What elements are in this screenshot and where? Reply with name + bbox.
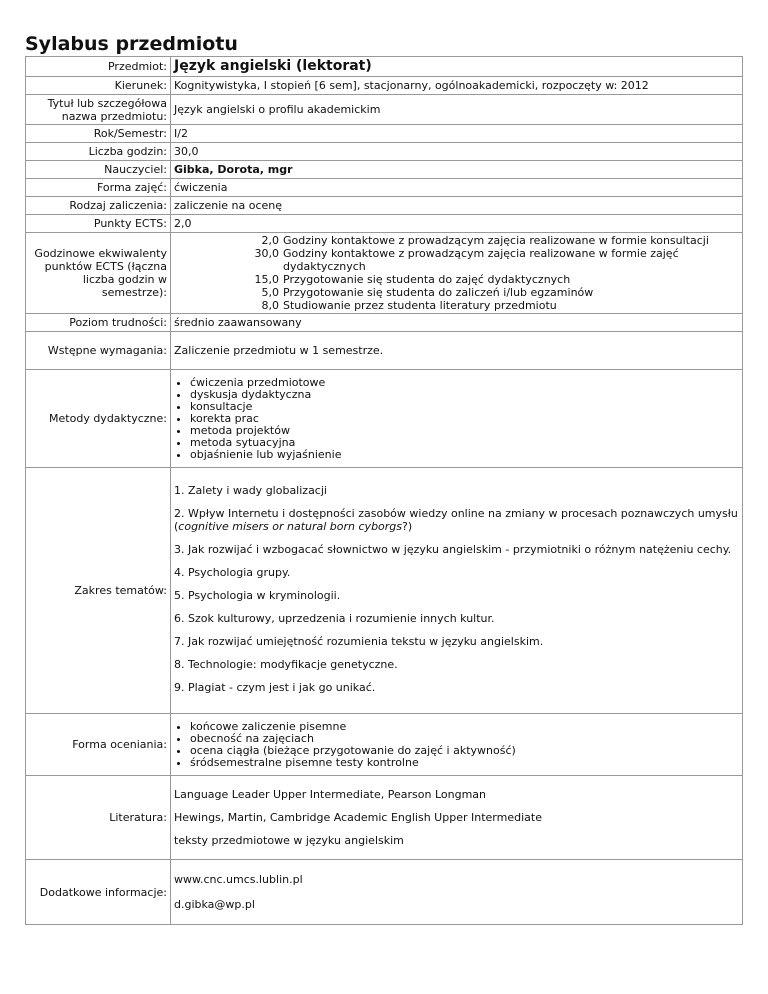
label-literatura: Literatura:: [26, 776, 171, 860]
value-ects: 2,0: [171, 215, 743, 233]
row-kierunek: [26, 77, 743, 95]
label-metody: Metody dydaktyczne:: [26, 370, 171, 468]
website-text: www.cnc.umcs.lublin.pl: [174, 873, 303, 886]
ects-line: [174, 234, 739, 247]
list-item: • ćwiczenia przedmiotowe: [190, 377, 739, 389]
label-poziom: Poziom trudności:: [26, 314, 171, 332]
list-item: • obecność na zajęciach: [190, 733, 739, 745]
list-item: • metoda sytuacyjna: [190, 437, 739, 449]
value-zakres: [171, 468, 743, 714]
value-dodatkowe: [171, 860, 743, 925]
value-poziom: średnio zaawansowany: [171, 314, 743, 332]
assessment-list: [174, 721, 739, 769]
value-rodzaj: zaliczenie na ocenę: [171, 197, 743, 215]
row-tytul: [26, 95, 743, 125]
label-nauczyciel: Nauczyciel:: [26, 161, 171, 179]
topic-item: 8. Technologie: modyfikacje genetyczne.: [174, 657, 398, 671]
list-item: • metoda projektów: [190, 425, 739, 437]
row-wymagania: [26, 332, 743, 370]
methods-list: [174, 377, 739, 461]
value-literatura: [171, 776, 743, 860]
row-godziny: [26, 143, 743, 161]
literature-item: Language Leader Upper Intermediate, Pearson Longman: [174, 788, 487, 801]
ects-line: [174, 286, 739, 299]
label-rodzaj: Rodzaj zaliczenia:: [26, 197, 171, 215]
list-item: • konsultacje: [190, 401, 739, 413]
row-rok: [26, 125, 743, 143]
topic-item: 3. Jak rozwijać i wzbogacać słownictwo w języku angielskim - przymiotniki o różnym natężeniu cechy.: [174, 542, 732, 556]
ects-description: Godziny kontaktowe z prowadzącym zajęcia realizowane w formie konsultacji: [283, 234, 709, 247]
list-item: • końcowe zaliczenie pisemne: [190, 721, 739, 733]
ects-hours: 15,0: [254, 273, 279, 286]
row-dodatkowe: [26, 860, 743, 925]
label-tytul: Tytuł lub szczegółowa nazwa przedmiotu:: [26, 95, 171, 125]
ects-description: Godziny kontaktowe z prowadzącym zajęcia realizowane w formie zajęć dydaktycznych: [283, 247, 679, 273]
topic-item: 7. Jak rozwijać umiejętność rozumienia tekstu w języku angielskim.: [174, 634, 544, 648]
label-dodatkowe: Dodatkowe informacje:: [26, 860, 171, 925]
label-kierunek: Kierunek:: [26, 77, 171, 95]
label-zakres: Zakres tematów:: [26, 468, 171, 714]
value-forma: ćwiczenia: [171, 179, 743, 197]
topic-item: 1. Zalety i wady globalizacji: [174, 483, 327, 497]
literature-item: teksty przedmiotowe w języku angielskim: [174, 834, 404, 847]
value-tytul: Język angielski o profilu akademickim: [171, 95, 743, 125]
syllabus-table: [25, 56, 743, 925]
ects-line: [174, 247, 739, 273]
ects-hours: 8,0: [261, 299, 279, 312]
topic-item: 6. Szok kulturowy, uprzedzenia i rozumienie innych kultur.: [174, 611, 495, 625]
topic-item: 9. Plagiat - czym jest i jak go unikać.: [174, 680, 376, 694]
row-nauczyciel: [26, 161, 743, 179]
ects-line: [174, 299, 739, 312]
value-metody: [171, 370, 743, 468]
value-nauczyciel: Gibka, Dorota, mgr: [171, 161, 743, 179]
label-rok: Rok/Semestr:: [26, 125, 171, 143]
list-item: • dyskusja dydaktyczna: [190, 389, 739, 401]
row-forma: [26, 179, 743, 197]
row-rodzaj: [26, 197, 743, 215]
list-item: • korekta prac: [190, 413, 739, 425]
row-ects: [26, 215, 743, 233]
ects-description: Przygotowanie się studenta do zajęć dydaktycznych: [283, 273, 571, 286]
literature-item: Hewings, Martin, Cambridge Academic English Upper Intermediate: [174, 811, 542, 824]
row-ocenianie: [26, 714, 743, 776]
label-ocenianie: Forma oceniania:: [26, 714, 171, 776]
label-przedmiot: Przedmiot:: [26, 57, 171, 77]
ects-hours: 5,0: [261, 286, 279, 299]
row-poziom: [26, 314, 743, 332]
value-ocenianie: [171, 714, 743, 776]
value-przedmiot: Język angielski (lektorat): [171, 57, 743, 77]
page-title: Sylabus przedmiotu: [25, 33, 238, 55]
list-item: • śródsemestralne pisemne testy kontrolne: [190, 757, 739, 769]
topic-emphasis: cognitive misers or natural born cyborgs: [178, 519, 403, 533]
topic-text: 2. Wpływ Internetu i dostępności zasobów wiedzy online na zmiany w procesach poznawczych umysłu (: [174, 506, 738, 533]
value-wymagania: Zaliczenie przedmiotu w 1 semestrze.: [171, 332, 743, 370]
row-zakres: [26, 468, 743, 714]
ects-line: [174, 273, 739, 286]
label-godziny: Liczba godzin:: [26, 143, 171, 161]
topic-text: ?): [402, 519, 413, 533]
row-metody: [26, 370, 743, 468]
label-ects: Punkty ECTS:: [26, 215, 171, 233]
row-przedmiot: [26, 57, 743, 77]
topic-item: [174, 507, 739, 533]
ects-hours: 30,0: [254, 247, 279, 260]
ects-hours: 2,0: [261, 234, 279, 247]
value-rok: I/2: [171, 125, 743, 143]
email-text: d.gibka@wp.pl: [174, 898, 255, 911]
value-kierunek: Kognitywistyka, I stopień [6 sem], stacjonarny, ogólnoakademicki, rozpoczęty w: 2012: [171, 77, 743, 95]
ects-description: Studiowanie przez studenta literatury przedmiotu: [283, 299, 557, 312]
row-literatura: [26, 776, 743, 860]
label-forma: Forma zajęć:: [26, 179, 171, 197]
label-ekwiwalenty: Godzinowe ekwiwalenty punktów ECTS (łączna liczba godzin w semestrze):: [26, 233, 171, 314]
list-item: • objaśnienie lub wyjaśnienie: [190, 449, 739, 461]
list-item: • ocena ciągła (bieżące przygotowanie do zajęć i aktywność): [190, 745, 739, 757]
topic-item: 5. Psychologia w kryminologii.: [174, 588, 341, 602]
topic-item: 4. Psychologia grupy.: [174, 565, 291, 579]
row-ekwiwalenty: [26, 233, 743, 314]
value-godziny: 30,0: [171, 143, 743, 161]
ects-description: Przygotowanie się studenta do zaliczeń i/lub egzaminów: [283, 286, 594, 299]
value-ekwiwalenty: [171, 233, 743, 314]
label-wymagania: Wstępne wymagania:: [26, 332, 171, 370]
